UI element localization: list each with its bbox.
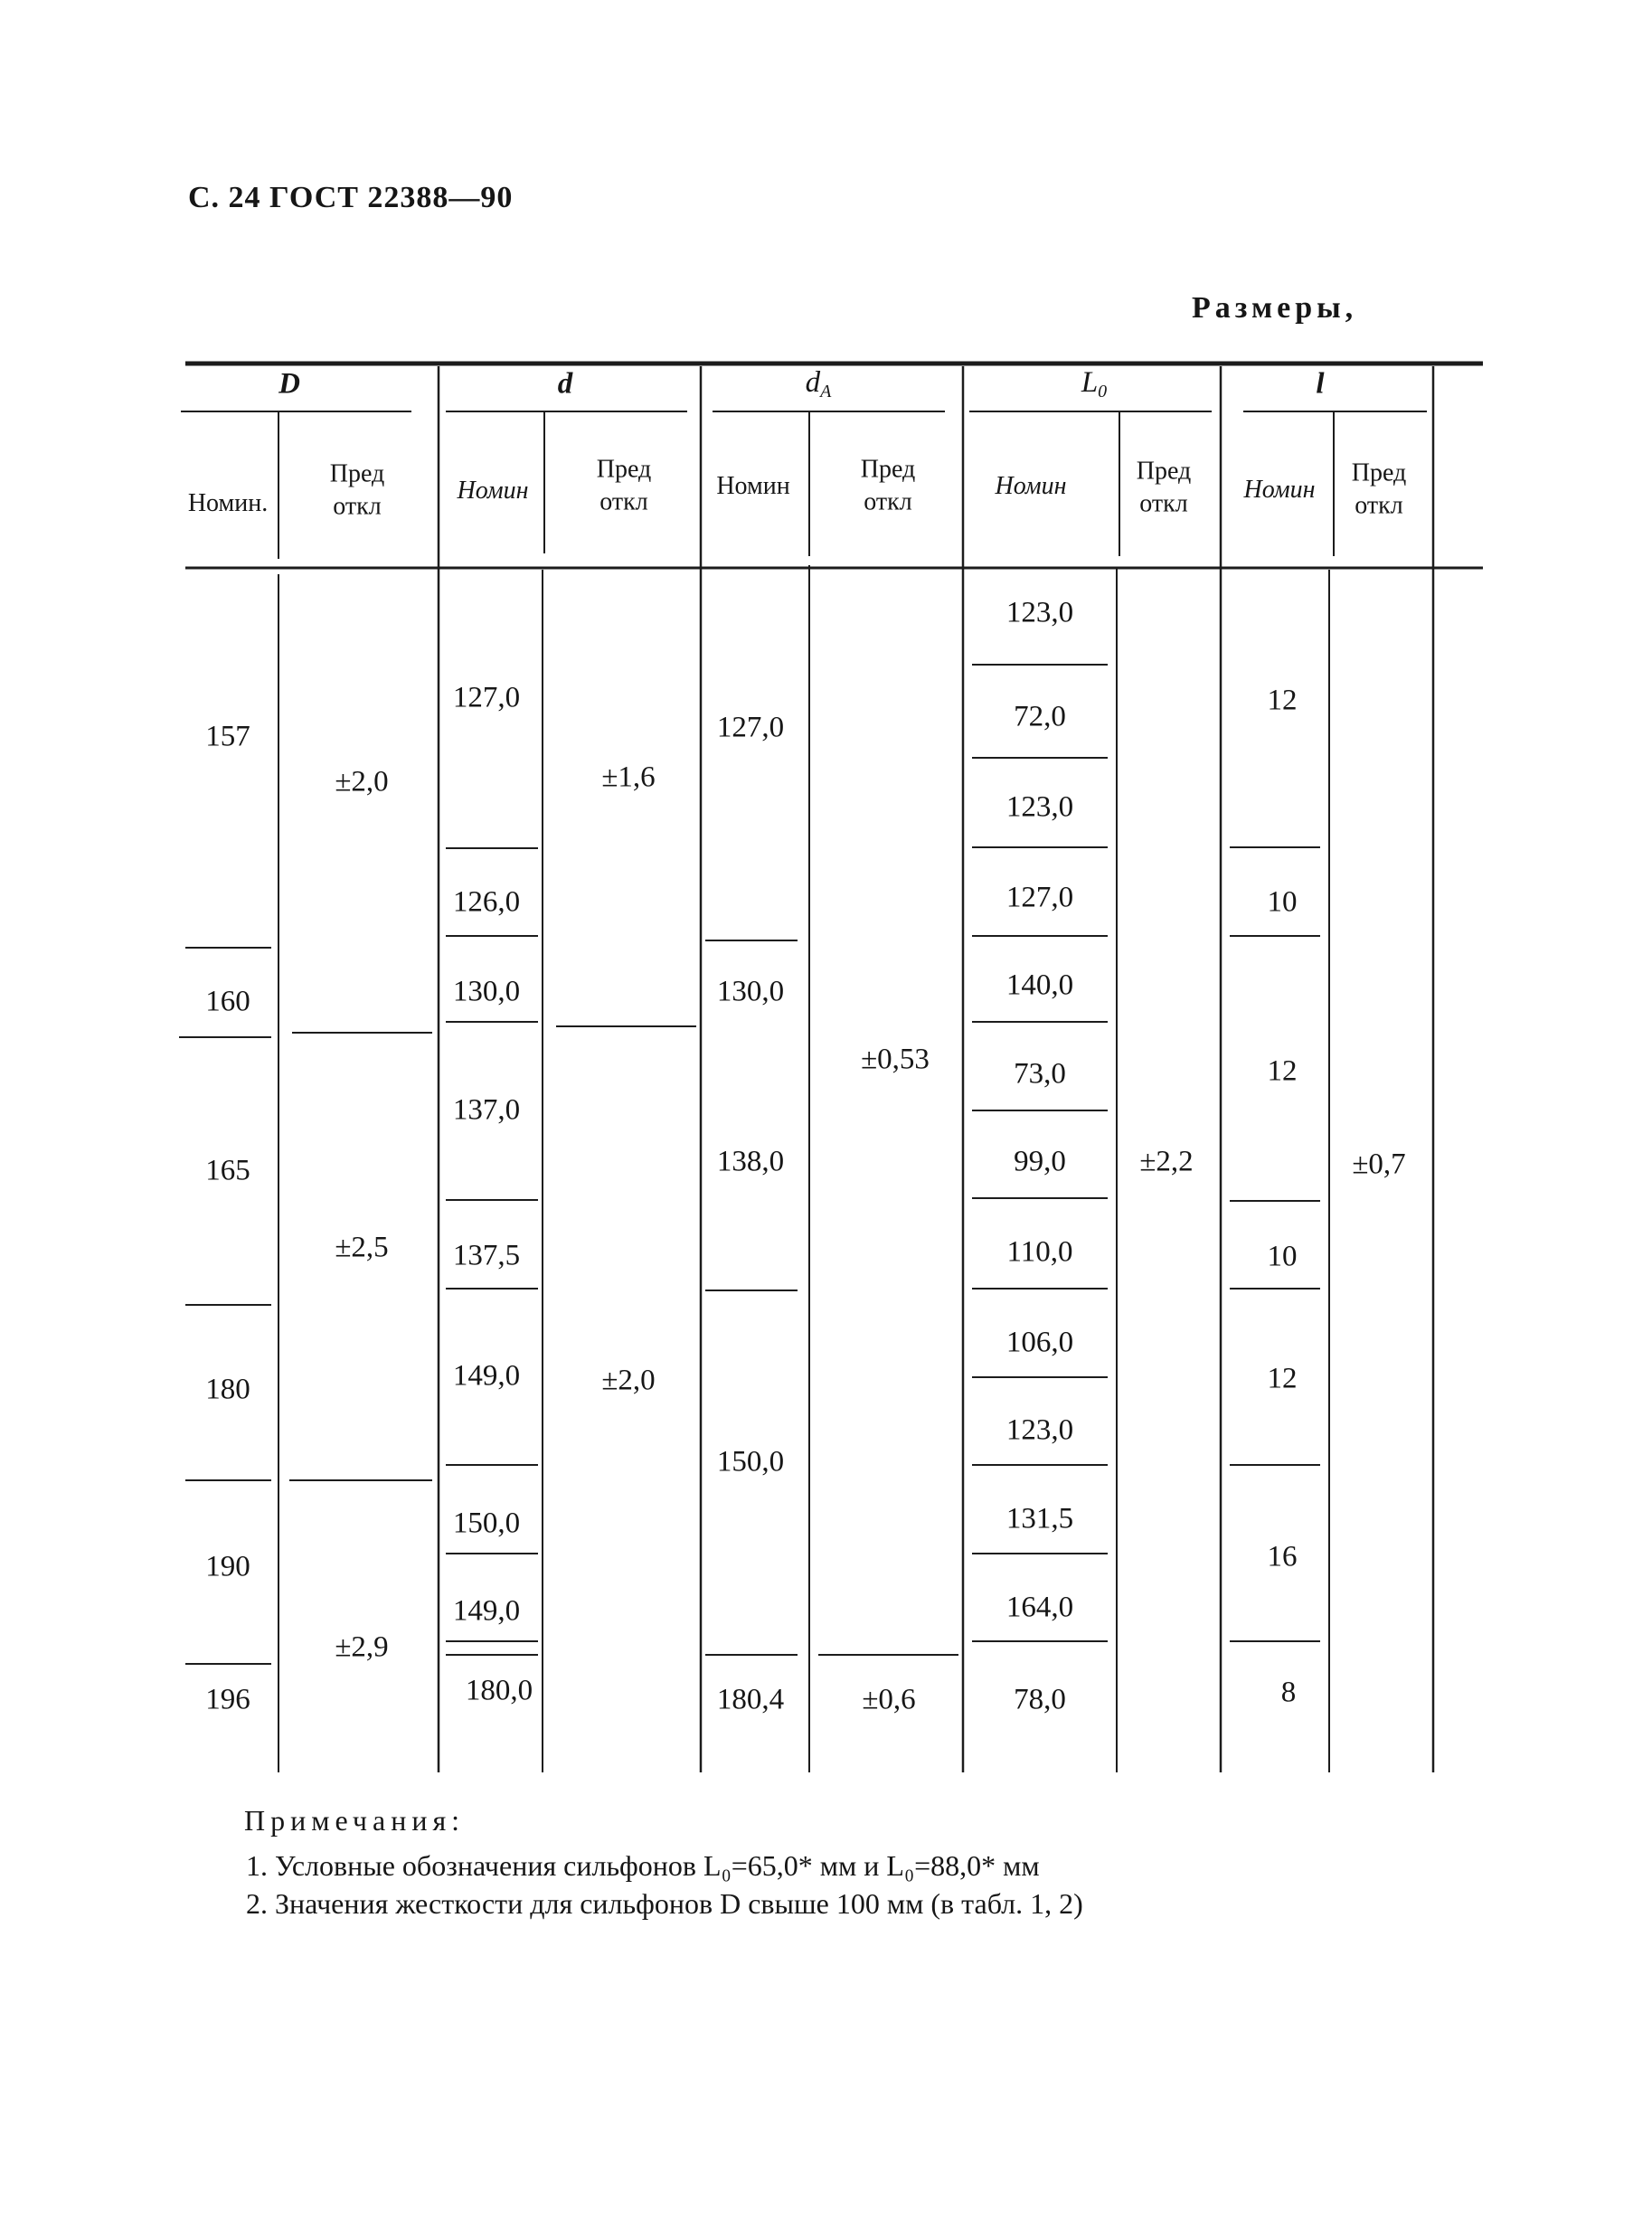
dA-nominal-cell: 150,0 <box>716 1445 785 1478</box>
note-item: 2. Значения жесткости для сильфонов D свыше 100 мм (в табл. 1, 2) <box>246 1887 1083 1920</box>
L0-nominal-cell: 72,0 <box>1014 700 1066 733</box>
subheader-l-dev-line1: Пред <box>1351 458 1407 487</box>
notes-title: Примечания: <box>244 1804 466 1837</box>
col-group-dA <box>806 368 832 401</box>
l-nominal-cell: 12 <box>1267 1362 1298 1395</box>
L0-nominal-cell: 99,0 <box>1014 1145 1066 1178</box>
subheader-d-deviation <box>597 454 652 520</box>
D-deviation-cell: ±2,0 <box>335 765 389 798</box>
subheader-dA-dev-line1: Пред <box>860 455 916 484</box>
subheader-d-nominal: Номин <box>457 476 529 505</box>
subheader-dA-dev-line2: откл <box>864 488 912 516</box>
d-deviation-cell: ±2,0 <box>601 1364 656 1397</box>
col-group-dA-sub: A <box>820 382 832 402</box>
subheader-d-dev-line2: откл <box>599 488 648 516</box>
d-nominal-cell: 180,0 <box>465 1674 533 1707</box>
note-item: 1. Условные обозначения сильфонов L₀=65,0* мм и L₀=88,0* мм <box>246 1849 1040 1882</box>
L0-nominal-cell: 123,0 <box>1005 596 1074 629</box>
subheader-L0-nominal: Номин <box>995 471 1067 500</box>
L0-nominal-cell: 127,0 <box>1005 881 1074 914</box>
l-nominal-cell: 16 <box>1267 1540 1298 1573</box>
l-nominal-cell: 8 <box>1280 1676 1297 1709</box>
l-nominal-cell: 10 <box>1267 885 1298 919</box>
l-nominal-cell: 12 <box>1267 1054 1298 1088</box>
L0-nominal-cell: 106,0 <box>1005 1326 1074 1359</box>
dA-nominal-cell: 127,0 <box>716 711 785 744</box>
col-group-L0 <box>1081 368 1107 401</box>
dA-deviation-cell: ±0,53 <box>861 1043 930 1076</box>
l-nominal-cell: 12 <box>1267 684 1298 717</box>
L0-nominal-cell: 123,0 <box>1005 790 1074 824</box>
d-nominal-cell: 149,0 <box>452 1359 521 1393</box>
dA-nominal-cell: 130,0 <box>716 975 785 1008</box>
l-nominal-cell: 10 <box>1267 1240 1298 1273</box>
L0-nominal-cell: 131,5 <box>1005 1502 1074 1535</box>
subheader-L0-dev-line2: откл <box>1139 490 1188 518</box>
d-nominal-cell: 150,0 <box>452 1507 521 1540</box>
D-nominal-cell: 196 <box>205 1683 250 1716</box>
d-deviation-cell: ±1,6 <box>601 761 656 794</box>
subheader-l-deviation <box>1352 458 1407 524</box>
d-nominal-cell: 137,5 <box>452 1239 521 1272</box>
subheader-D-nominal: Номин. <box>187 488 269 517</box>
L0-nominal-cell: 110,0 <box>1006 1235 1073 1269</box>
dA-nominal-cell: 138,0 <box>716 1145 785 1178</box>
D-nominal-cell: 190 <box>205 1550 250 1583</box>
l-deviation-cell: ±0,7 <box>1352 1148 1406 1181</box>
subheader-L0-deviation <box>1137 456 1192 522</box>
subheader-d-dev-line1: Пред <box>596 455 652 484</box>
subheader-dA-deviation <box>861 454 916 520</box>
col-group-l: l <box>1316 367 1325 401</box>
D-deviation-cell: ±2,5 <box>335 1231 389 1264</box>
d-nominal-cell: 130,0 <box>452 975 521 1008</box>
col-group-d: d <box>557 367 573 401</box>
D-nominal-cell: 160 <box>205 985 250 1018</box>
d-nominal-cell: 149,0 <box>452 1594 521 1628</box>
D-nominal-cell: 157 <box>205 720 250 753</box>
subheader-D-deviation <box>330 458 385 524</box>
D-nominal-cell: 180 <box>205 1373 250 1406</box>
dA-nominal-cell: 180,4 <box>716 1683 785 1716</box>
L0-nominal-cell: 140,0 <box>1005 968 1074 1002</box>
subheader-D-dev-line2: откл <box>333 493 382 521</box>
d-nominal-cell: 126,0 <box>452 885 521 919</box>
D-deviation-cell: ±2,9 <box>335 1630 389 1664</box>
notes-section <box>244 1801 1083 1923</box>
d-nominal-cell: 137,0 <box>452 1093 521 1127</box>
subheader-D-dev-line1: Пред <box>329 459 385 488</box>
L0-nominal-cell: 73,0 <box>1014 1057 1066 1091</box>
L0-deviation-cell: ±2,2 <box>1139 1145 1194 1178</box>
page-header: С. 24 ГОСТ 22388—90 <box>188 181 514 214</box>
col-group-dA-letter: d <box>805 366 821 399</box>
d-nominal-cell: 127,0 <box>452 681 521 714</box>
units-label: Размеры, <box>1192 291 1358 325</box>
col-group-L0-letter: L <box>1081 366 1099 399</box>
D-nominal-cell: 165 <box>205 1154 250 1187</box>
col-group-L0-sub: 0 <box>1098 382 1108 402</box>
dA-deviation-cell: ±0,6 <box>862 1683 916 1716</box>
L0-nominal-cell: 123,0 <box>1005 1413 1074 1447</box>
subheader-L0-dev-line1: Пред <box>1136 457 1192 486</box>
subheader-l-nominal: Номин <box>1243 475 1316 504</box>
L0-nominal-cell: 164,0 <box>1005 1591 1074 1624</box>
col-group-D: D <box>278 367 300 401</box>
subheader-dA-nominal: Номин <box>716 471 790 500</box>
L0-nominal-cell: 78,0 <box>1014 1683 1066 1716</box>
subheader-l-dev-line2: откл <box>1355 492 1403 520</box>
